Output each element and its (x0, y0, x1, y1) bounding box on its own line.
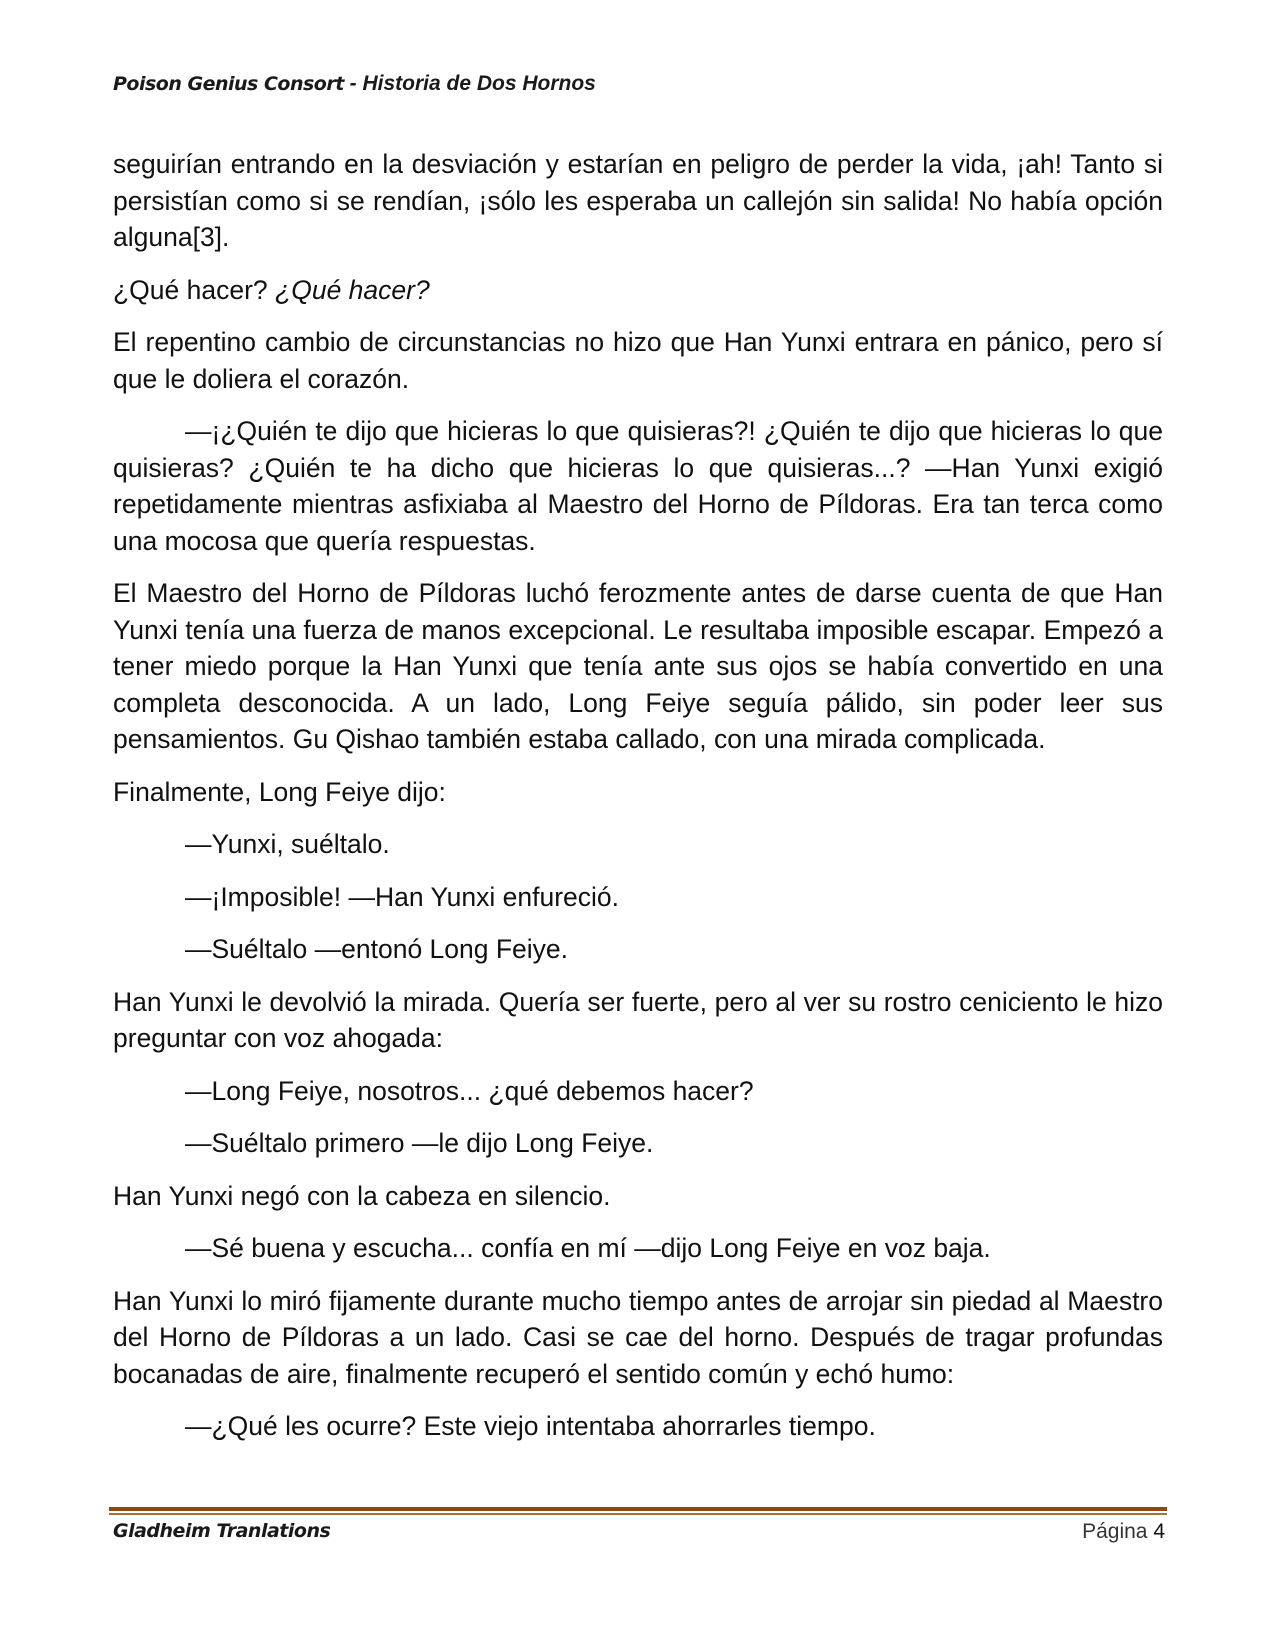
page-body (113, 146, 1163, 1461)
paragraph: Han Yunxi negó con la cabeza en silencio. (113, 1180, 611, 1211)
paragraph: seguirían entrando en la desviación y estarían en peligro de perder la vida, ¡ah! Tanto si persistían como si se rendían, ¡sólo les esperaba un callejón sin salida! No había opción alguna[3]. (113, 149, 1163, 252)
page-label: Página (1082, 1520, 1148, 1543)
dialogue-paragraph: —¡¿Quién te dijo que hicieras lo que quisieras?! ¿Quién te dijo que hicieras lo que quisieras? ¿Quién te ha dicho que hicieras lo que quisieras...? —Han Yunxi exigió repetidamente mientras asfixiaba al Maestro del Horno de Píldoras. Era tan terca como una mocosa que quería respuestas. (113, 416, 1163, 556)
running-header (113, 72, 596, 96)
footer-divider-thin (109, 1513, 1167, 1515)
page-number-value: 4 (1153, 1520, 1165, 1543)
question-text: ¿Qué hacer? (113, 274, 268, 305)
paragraph: Finalmente, Long Feiye dijo: (113, 776, 446, 807)
book-title: Poison Genius Consort (113, 73, 344, 95)
paragraph: Han Yunxi lo miró fijamente durante mucho tiempo antes de arrojar sin piedad al Maestro del Horno de Píldoras a un lado. Casi se cae del horno. Después de tragar profundas bocanadas de aire, finalmente recuperó el sentido común y echó humo: (113, 1285, 1163, 1389)
chapter-title: Historia de Dos Hornos (362, 72, 596, 95)
dialogue-line: —Suéltalo primero —le dijo Long Feiye. (185, 1128, 654, 1158)
paragraph: El Maestro del Horno de Píldoras luchó ferozmente antes de darse cuenta de que Han Yunxi tenía una fuerza de manos excepcional. Le resultaba imposible escapar. Empezó a tener miedo porque la Han Yunxi que tenía ante sus ojos se había convertido en una completa desconocida. A un lado, Long Feiye seguía pálido, sin poder leer sus pensamientos. Gu Qishao también estaba callado, con una mirada complicada. (113, 578, 1163, 754)
dialogue-line: —¿Qué les ocurre? Este viejo intentaba ahorrarles tiempo. (185, 1411, 876, 1441)
question-text-italic: ¿Qué hacer? (275, 274, 430, 305)
dialogue-line: —Suéltalo —entonó Long Feiye. (185, 934, 569, 964)
header-separator: - (343, 72, 363, 95)
paragraph: Han Yunxi le devolvió la mirada. Quería ser fuerte, pero al ver su rostro ceniciento le hizo preguntar con voz ahogada: (113, 986, 1163, 1053)
footer-divider-thick (109, 1507, 1167, 1511)
paragraph: El repentino cambio de circunstancias no hizo que Han Yunxi entrara en pánico, pero sí que le doliera el corazón. (113, 327, 1163, 394)
dialogue-line: —Long Feiye, nosotros... ¿qué debemos hacer? (185, 1075, 754, 1106)
paragraph (113, 272, 1163, 309)
publisher-name: Gladheim Tranlations (113, 1520, 331, 1542)
dialogue-line: —Yunxi, suéltalo. (185, 829, 390, 859)
footer-divider (109, 1507, 1167, 1515)
dialogue-line: —Sé buena y escucha... confía en mí —dijo Long Feiye en voz baja. (185, 1233, 991, 1263)
page-number (1082, 1520, 1165, 1544)
dialogue-line: —¡Imposible! —Han Yunxi enfureció. (185, 881, 620, 912)
